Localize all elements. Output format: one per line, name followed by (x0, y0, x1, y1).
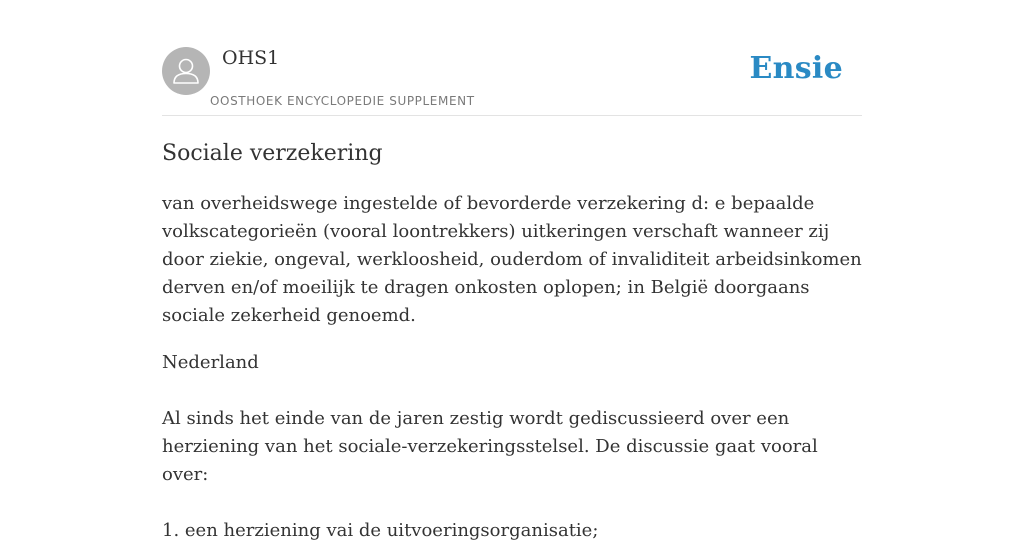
article-paragraph-definition: van overheidswege ingestelde of bevorderde verzekering d: e bepaalde volkscategorieën (vooral loontrekkers) uitkeringen verschaft wanneer zij door ziekie, ongeval, werkloosheid, ouderdom of invaliditeit arbeidsinkomen derven en/of moeilijk te dragen onkosten oplopen; in België doorgaans sociale zekerheid genoemd. (162, 193, 862, 326)
source-name-link[interactable]: OHS1 (222, 47, 280, 69)
user-placeholder-icon[interactable] (162, 47, 210, 95)
article-content (162, 138, 862, 545)
article-section-heading: Nederland (162, 352, 259, 373)
brand-logo[interactable]: Ensie (749, 51, 843, 86)
article-title: Sociale verzekering (162, 141, 383, 166)
article-list-item: 1. een herziening vai de uitvoeringsorganisatie; (162, 520, 599, 541)
source-header (162, 0, 862, 116)
article-paragraph: Al sinds het einde van de jaren zestig wordt gediscussieerd over een herziening van het sociale-verzekeringsstelsel. De discussie gaat vooral over: (162, 408, 818, 485)
source-subtitle-link[interactable]: OOSTHOEK ENCYCLOPEDIE SUPPLEMENT (210, 94, 475, 108)
